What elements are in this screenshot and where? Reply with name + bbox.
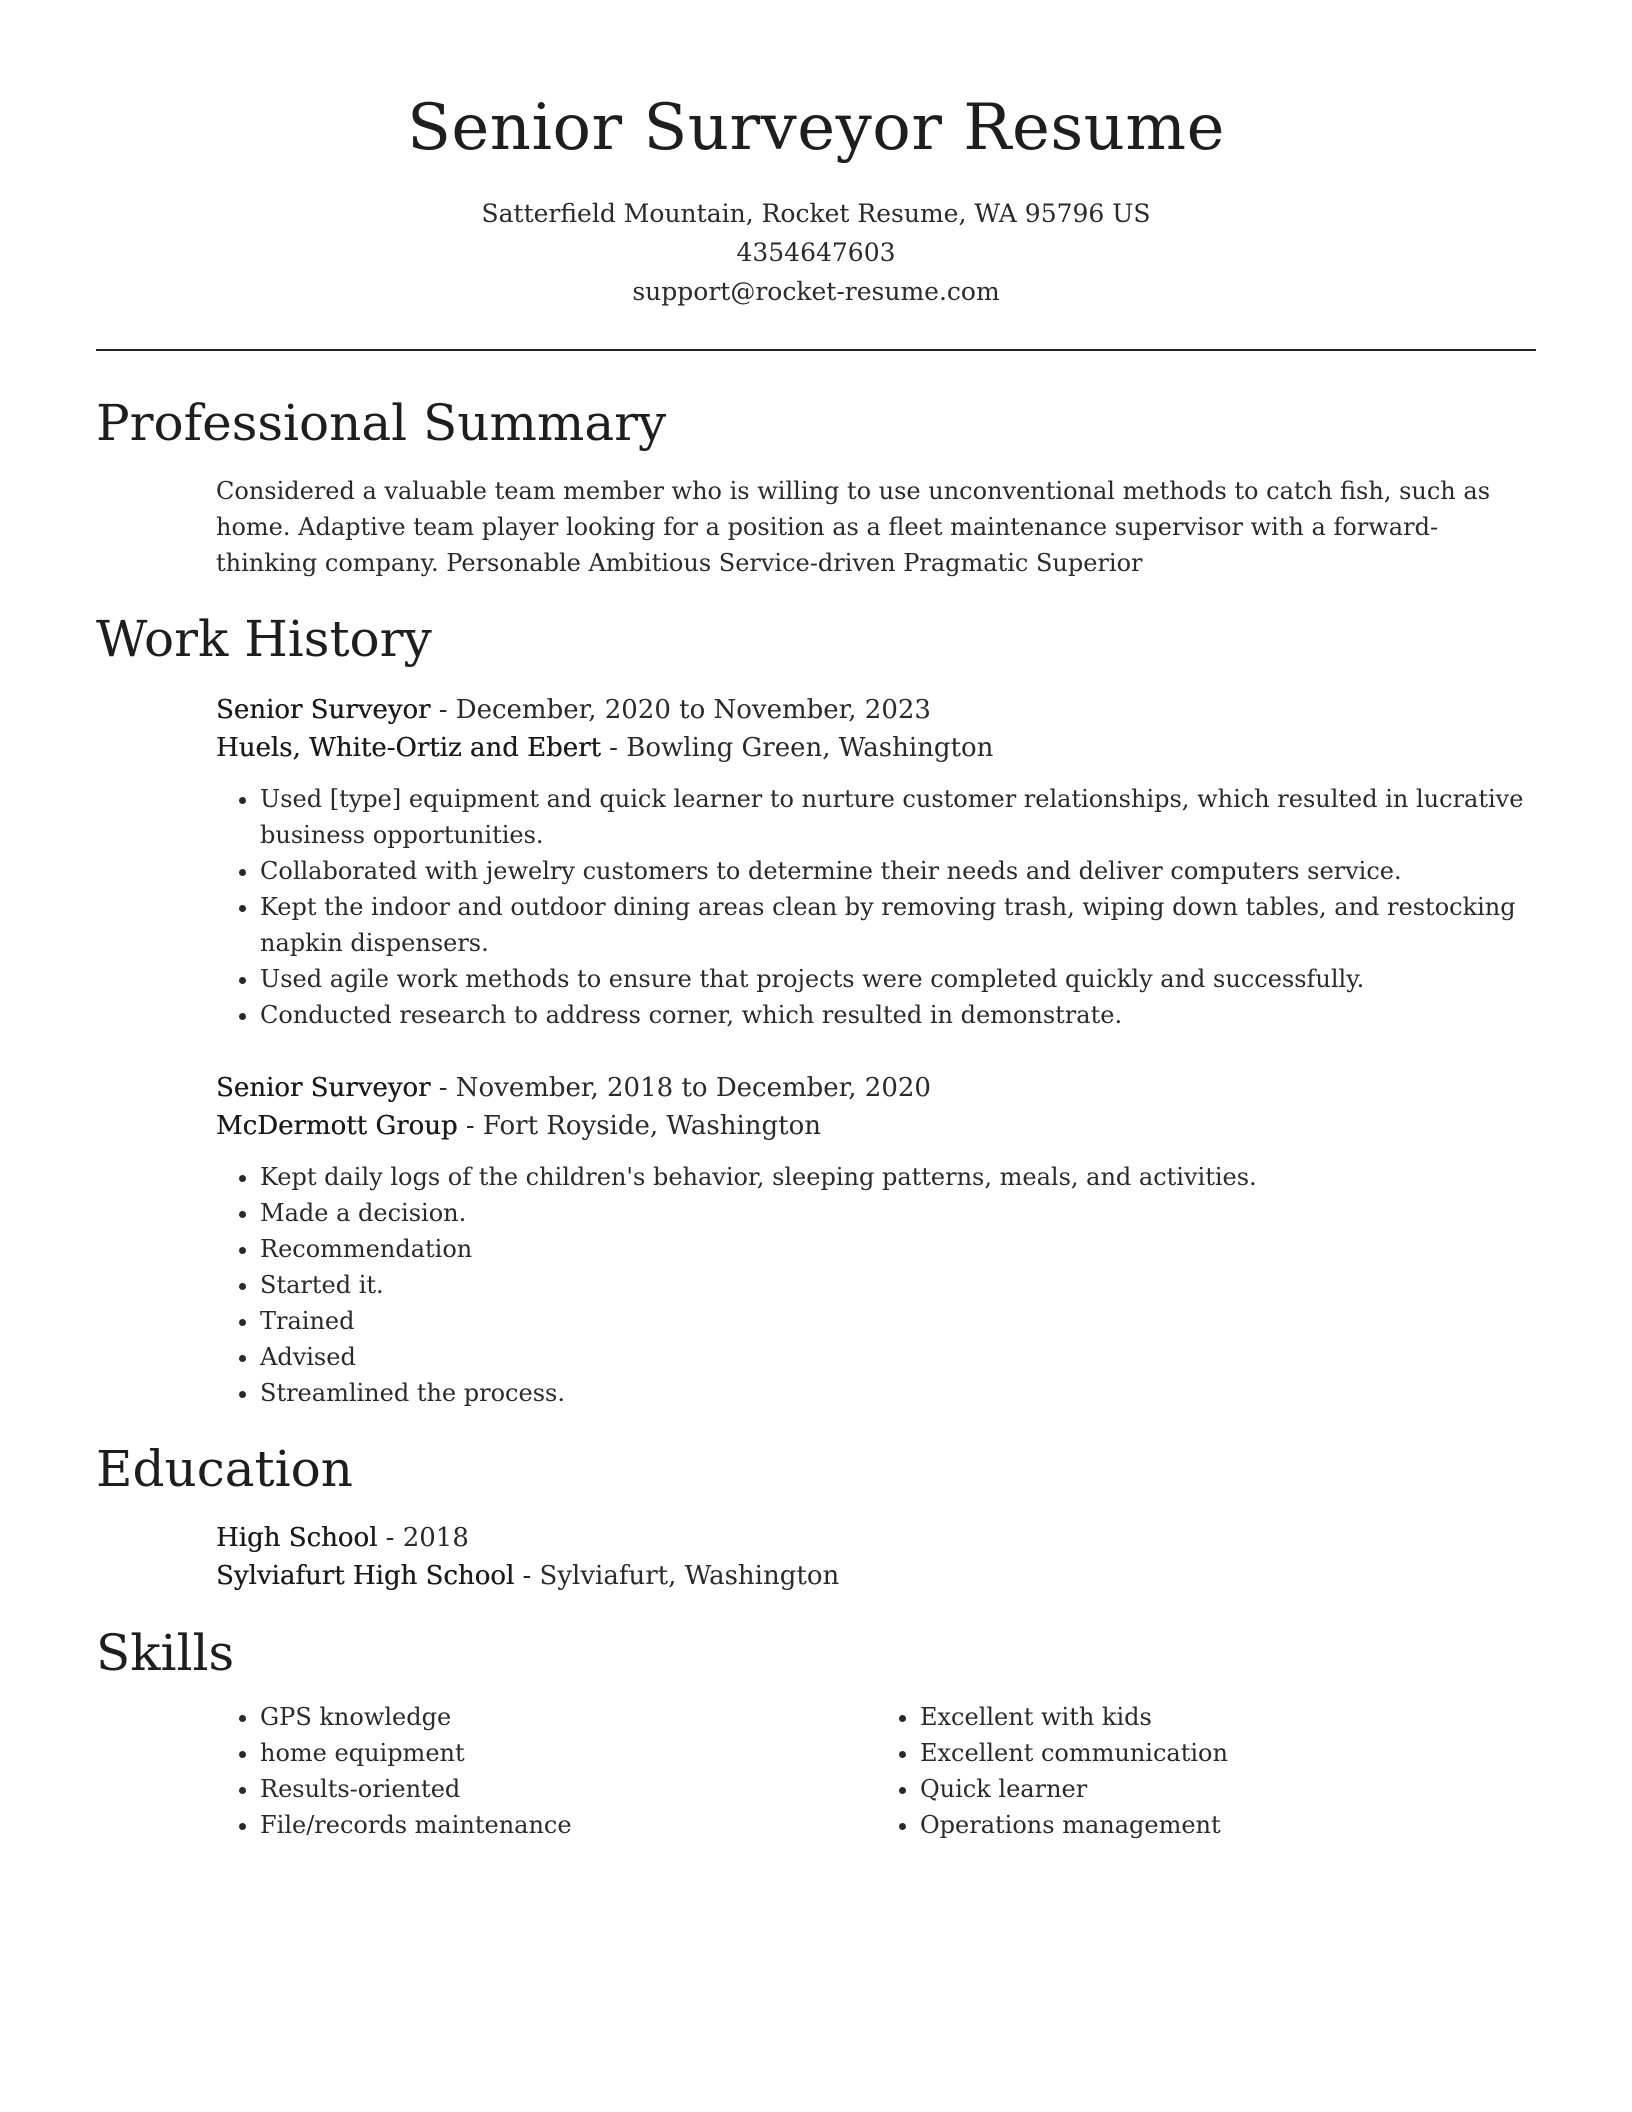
job-company-line <box>216 1107 1536 1145</box>
list-item: • Advised <box>260 1339 1536 1375</box>
list-item: • Excellent with kids <box>920 1699 1536 1735</box>
list-item: • Conducted research to address corner, which resulted in demonstrate. <box>260 997 1536 1033</box>
job-location: - Fort Royside, Washington <box>457 1111 822 1141</box>
page-title: Senior Surveyor Resume <box>407 91 1225 165</box>
education-location: - Sylviafurt, Washington <box>514 1561 840 1591</box>
list-item: • Started it. <box>260 1267 1536 1303</box>
contact-address: Satterfield Mountain, Rocket Resume, WA 95796 US <box>481 199 1151 228</box>
job-company: Huels, White-Ortiz and Ebert <box>216 733 601 763</box>
skills-section <box>96 1621 1536 1843</box>
education-degree: High School <box>216 1523 378 1553</box>
list-item: • Kept the indoor and outdoor dining areas clean by removing trash, wiping down tables, and restocking napkin dispensers. <box>260 889 1536 961</box>
education-section <box>96 1437 1536 1595</box>
resume-header <box>96 0 1536 311</box>
job-dates: - November, 2018 to December, 2020 <box>430 1073 931 1103</box>
list-item: • File/records maintenance <box>260 1807 876 1843</box>
list-item: • Recommendation <box>260 1231 1536 1267</box>
contact-email: support@rocket-resume.com <box>632 277 1000 306</box>
contact-info <box>96 194 1536 311</box>
education-school-line <box>216 1557 1536 1595</box>
job-location: - Bowling Green, Washington <box>600 733 994 763</box>
list-item: • Trained <box>260 1303 1536 1339</box>
job-duties-list <box>216 781 1536 1033</box>
job-role: Senior Surveyor <box>216 1073 431 1103</box>
list-item: • home equipment <box>260 1735 876 1771</box>
list-item: • Made a decision. <box>260 1195 1536 1231</box>
list-item: • Operations management <box>920 1807 1536 1843</box>
summary-text: Considered a valuable team member who is willing to use unconventional methods to catch fish, such as home. Adaptive team player looking for a position as a fleet maintenance supervisor with a forward-thinking company. Personable Ambitious Service-driven Pragmatic Superior <box>216 477 1491 577</box>
education-year: - 2018 <box>377 1523 469 1553</box>
education-degree-line <box>216 1519 1536 1557</box>
list-item: • GPS knowledge <box>260 1699 876 1735</box>
skills-list-right <box>876 1699 1536 1843</box>
work-history-heading: Work History <box>96 610 432 668</box>
skills-heading: Skills <box>96 1624 235 1682</box>
list-item: • Used [type] equipment and quick learner to nurture customer relationships, which resulted in lucrative business opportunities. <box>260 781 1536 853</box>
job-dates: - December, 2020 to November, 2023 <box>430 695 931 725</box>
job-title-line <box>216 1069 1536 1107</box>
job-duties-list <box>216 1159 1536 1411</box>
list-item: • Kept daily logs of the children's behavior, sleeping patterns, meals, and activities. <box>260 1159 1536 1195</box>
education-heading: Education <box>96 1440 353 1498</box>
list-item: • Collaborated with jewelry customers to determine their needs and deliver computers service. <box>260 853 1536 889</box>
job-company: McDermott Group <box>216 1111 458 1141</box>
education-entry <box>96 1519 1536 1595</box>
contact-phone: 4354647603 <box>736 238 896 267</box>
job-company-line <box>216 729 1536 767</box>
job-title-line <box>216 691 1536 729</box>
header-divider <box>96 349 1536 351</box>
job-entry <box>96 691 1536 1033</box>
summary-heading: Professional Summary <box>96 394 667 452</box>
list-item: • Results-oriented <box>260 1771 876 1807</box>
skills-list-left <box>216 1699 876 1843</box>
work-history-section <box>96 607 1536 1411</box>
skills-grid <box>96 1699 1536 1843</box>
summary-section <box>96 391 1536 581</box>
job-entry <box>96 1069 1536 1411</box>
education-school: Sylviafurt High School <box>216 1561 515 1591</box>
job-role: Senior Surveyor <box>216 695 431 725</box>
list-item: • Excellent communication <box>920 1735 1536 1771</box>
list-item: • Quick learner <box>920 1771 1536 1807</box>
list-item: • Used agile work methods to ensure that projects were completed quickly and successfully. <box>260 961 1536 997</box>
list-item: • Streamlined the process. <box>260 1375 1536 1411</box>
